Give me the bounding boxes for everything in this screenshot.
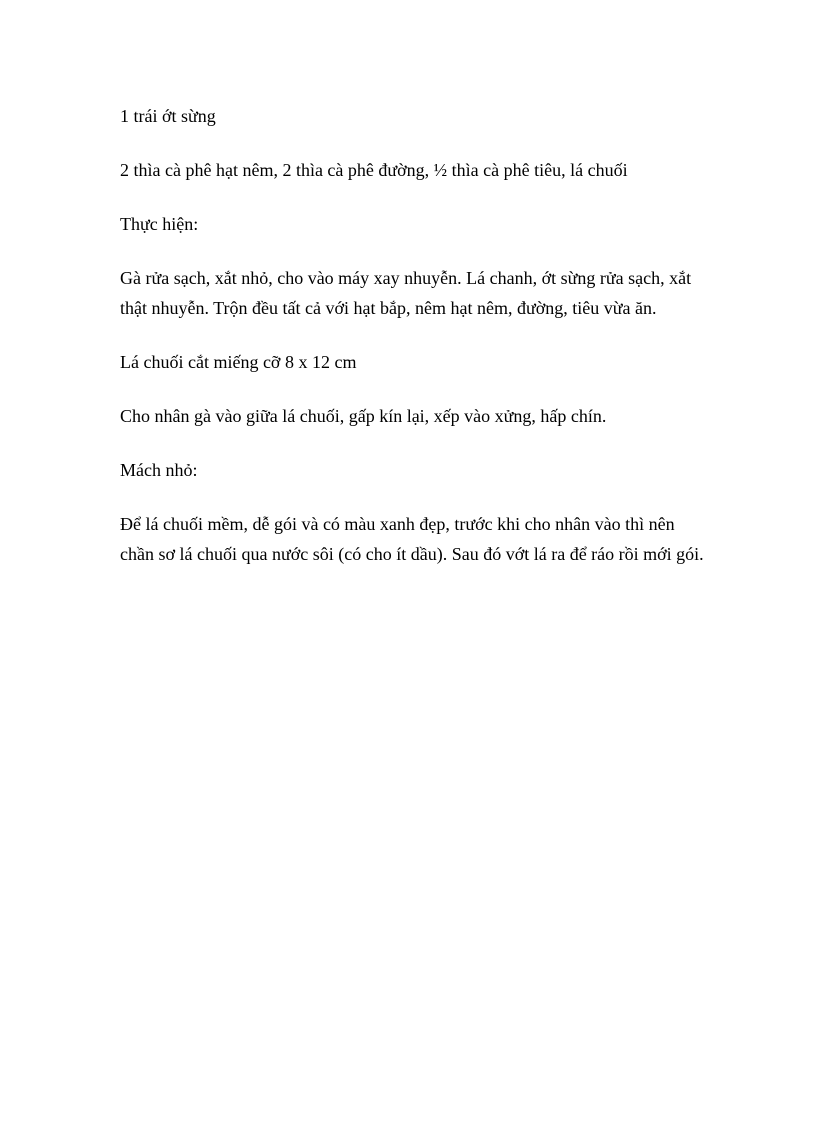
- instruction-step-prepare-filling: Gà rửa sạch, xắt nhỏ, cho vào máy xay nhuyễn. Lá chanh, ớt sừng rửa sạch, xắt thật nhuyễn. Trộn đều tất cả với hạt bắp, nêm hạt nêm, đường, tiêu vừa ăn.: [120, 268, 692, 318]
- instruction-step-cut-leaves: Lá chuối cắt miếng cỡ 8 x 12 cm: [120, 352, 357, 372]
- section-heading-tips: Mách nhỏ:: [120, 460, 198, 480]
- tip-paragraph: Để lá chuối mềm, dễ gói và có màu xanh đẹp, trước khi cho nhân vào thì nên chần sơ lá chuối qua nước sôi (có cho ít dầu). Sau đó vớt lá ra để ráo rồi mới gói.: [120, 514, 704, 564]
- ingredient-chili: 1 trái ớt sừng: [120, 106, 216, 126]
- section-heading-instructions: Thực hiện:: [120, 214, 199, 234]
- document-body: [120, 101, 710, 593]
- instruction-step-wrap-steam: Cho nhân gà vào giữa lá chuối, gấp kín lại, xếp vào xửng, hấp chín.: [120, 406, 607, 426]
- ingredient-seasonings: 2 thìa cà phê hạt nêm, 2 thìa cà phê đường, ½ thìa cà phê tiêu, lá chuối: [120, 160, 628, 180]
